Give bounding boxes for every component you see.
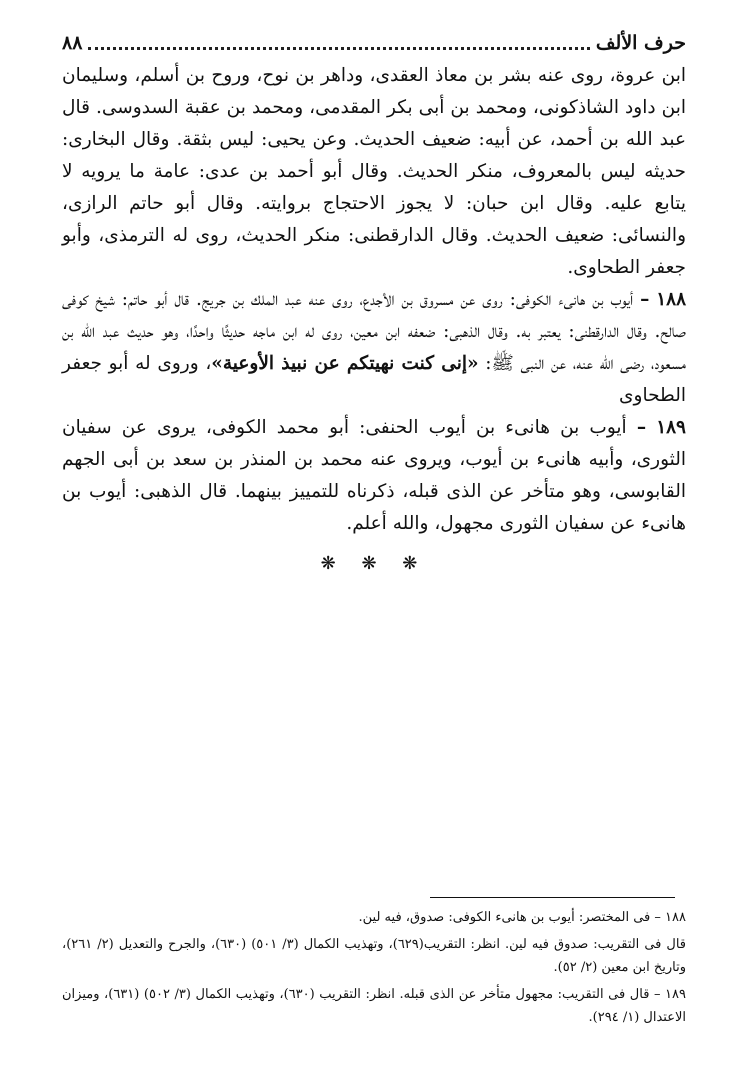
intro-paragraph: ابن عروة، روى عنه بشر بن معاذ العقدى، وداهر بن نوح، وروح بن أسلم، وسليمان ابن داود الشاذكونى، ومحمد بن أبى بكر المقدمى، ومحمد بن عقبة السدوسى. قال عبد الله بن أحمد، عن أبيه: ضعيف الحديث. وعن يحيى: ليس بثقة. وقال البخارى: حديثه ليس بالمعروف، منكر الحديث. وقال أبو أحمد بن عدى: عامة ما يرويه لا يتابع عليه. وقال ابن حبان: لا يجوز الاحتجاج بروايته. وقال أبو حاتم الرازى، والنسائى: ضعيف الحديث. وقال الدارقطنى: منكر الحديث، روى له الترمذى، وأبو جعفر الطحاوى. bbox=[62, 65, 686, 278]
entry-text: أيوب بن هانىء الكوفى: روى عن مسروق بن الأجدع، روى عنه عبد الملك بن جريج. قال أبو حاتم: شيخ كوفى صالح. وقال الدارقطنى: يعتبر به. وقال الذهبى: ضعفه ابن معين، روى له ابن ماجه حديثًا واحدًا، وهو حديث عبد الله بن مسعود، رضى الله عنه، عن النبى ﷺ: bbox=[62, 289, 686, 374]
main-text bbox=[62, 60, 686, 580]
running-title: حرف الألف bbox=[595, 32, 686, 54]
footnote-188-summary: ١٨٨ – فى المختصر: أيوب بن هانىء الكوفى: صدوق، فيه لين. bbox=[358, 910, 686, 925]
footnote-189: ١٨٩ – قال فى التقريب: مجهول متأخر عن الذى قبله. انظر: التقريب (٦٣٠)، وتهذيب الكمال (٣/ ٥٠٢) (٦٣١)، وميزان الاعتدال (١/ ٢٩٤). bbox=[62, 987, 686, 1025]
entry-dash: – bbox=[640, 289, 650, 310]
footnotes bbox=[62, 906, 686, 1033]
running-header bbox=[62, 26, 686, 60]
entry-text-after: ، وروى له أبو جعفر الطحاوى bbox=[62, 353, 686, 406]
entry-text: أيوب بن هانىء بن أيوب الحنفى: أبو محمد الكوفى، يروى عن سفيان الثورى، وأبيه هانىء بن أيوب، ويروى عنه محمد بن المنذر بن سعد بن أبى الجهم القابوسى، وهو متأخر عن الذى قبله، ذكرناه للتمييز بينهما. قال الذهبى: أيوب بن هانىء عن سفيان الثورى مجهول، والله أعلم. bbox=[62, 417, 686, 534]
header-dot-leader bbox=[88, 47, 589, 50]
page-content bbox=[62, 26, 686, 580]
entry-189 bbox=[62, 412, 686, 540]
entry-188 bbox=[62, 284, 686, 412]
entry-dash: – bbox=[636, 417, 647, 438]
hadith-quote: «إنى كنت نهيتكم عن نبيذ الأوعية» bbox=[211, 353, 479, 374]
entry-number: ١٨٩ bbox=[656, 417, 686, 438]
page-number: ٨٨ bbox=[62, 32, 83, 54]
footnote-188-sources: قال فى التقريب: صدوق فيه لين. انظر: التقريب(٦٢٩)، وتهذيب الكمال (٣/ ٥٠١) (٦٣٠)، والجرح والتعديل (٢/ ٢٦١)، وتاريخ ابن معين (٢/ ٥٢). bbox=[62, 937, 687, 975]
section-separator: ❋ ❋ ❋ bbox=[320, 553, 428, 574]
footnote-rule bbox=[430, 897, 675, 898]
entry-number: ١٨٨ bbox=[656, 289, 687, 310]
